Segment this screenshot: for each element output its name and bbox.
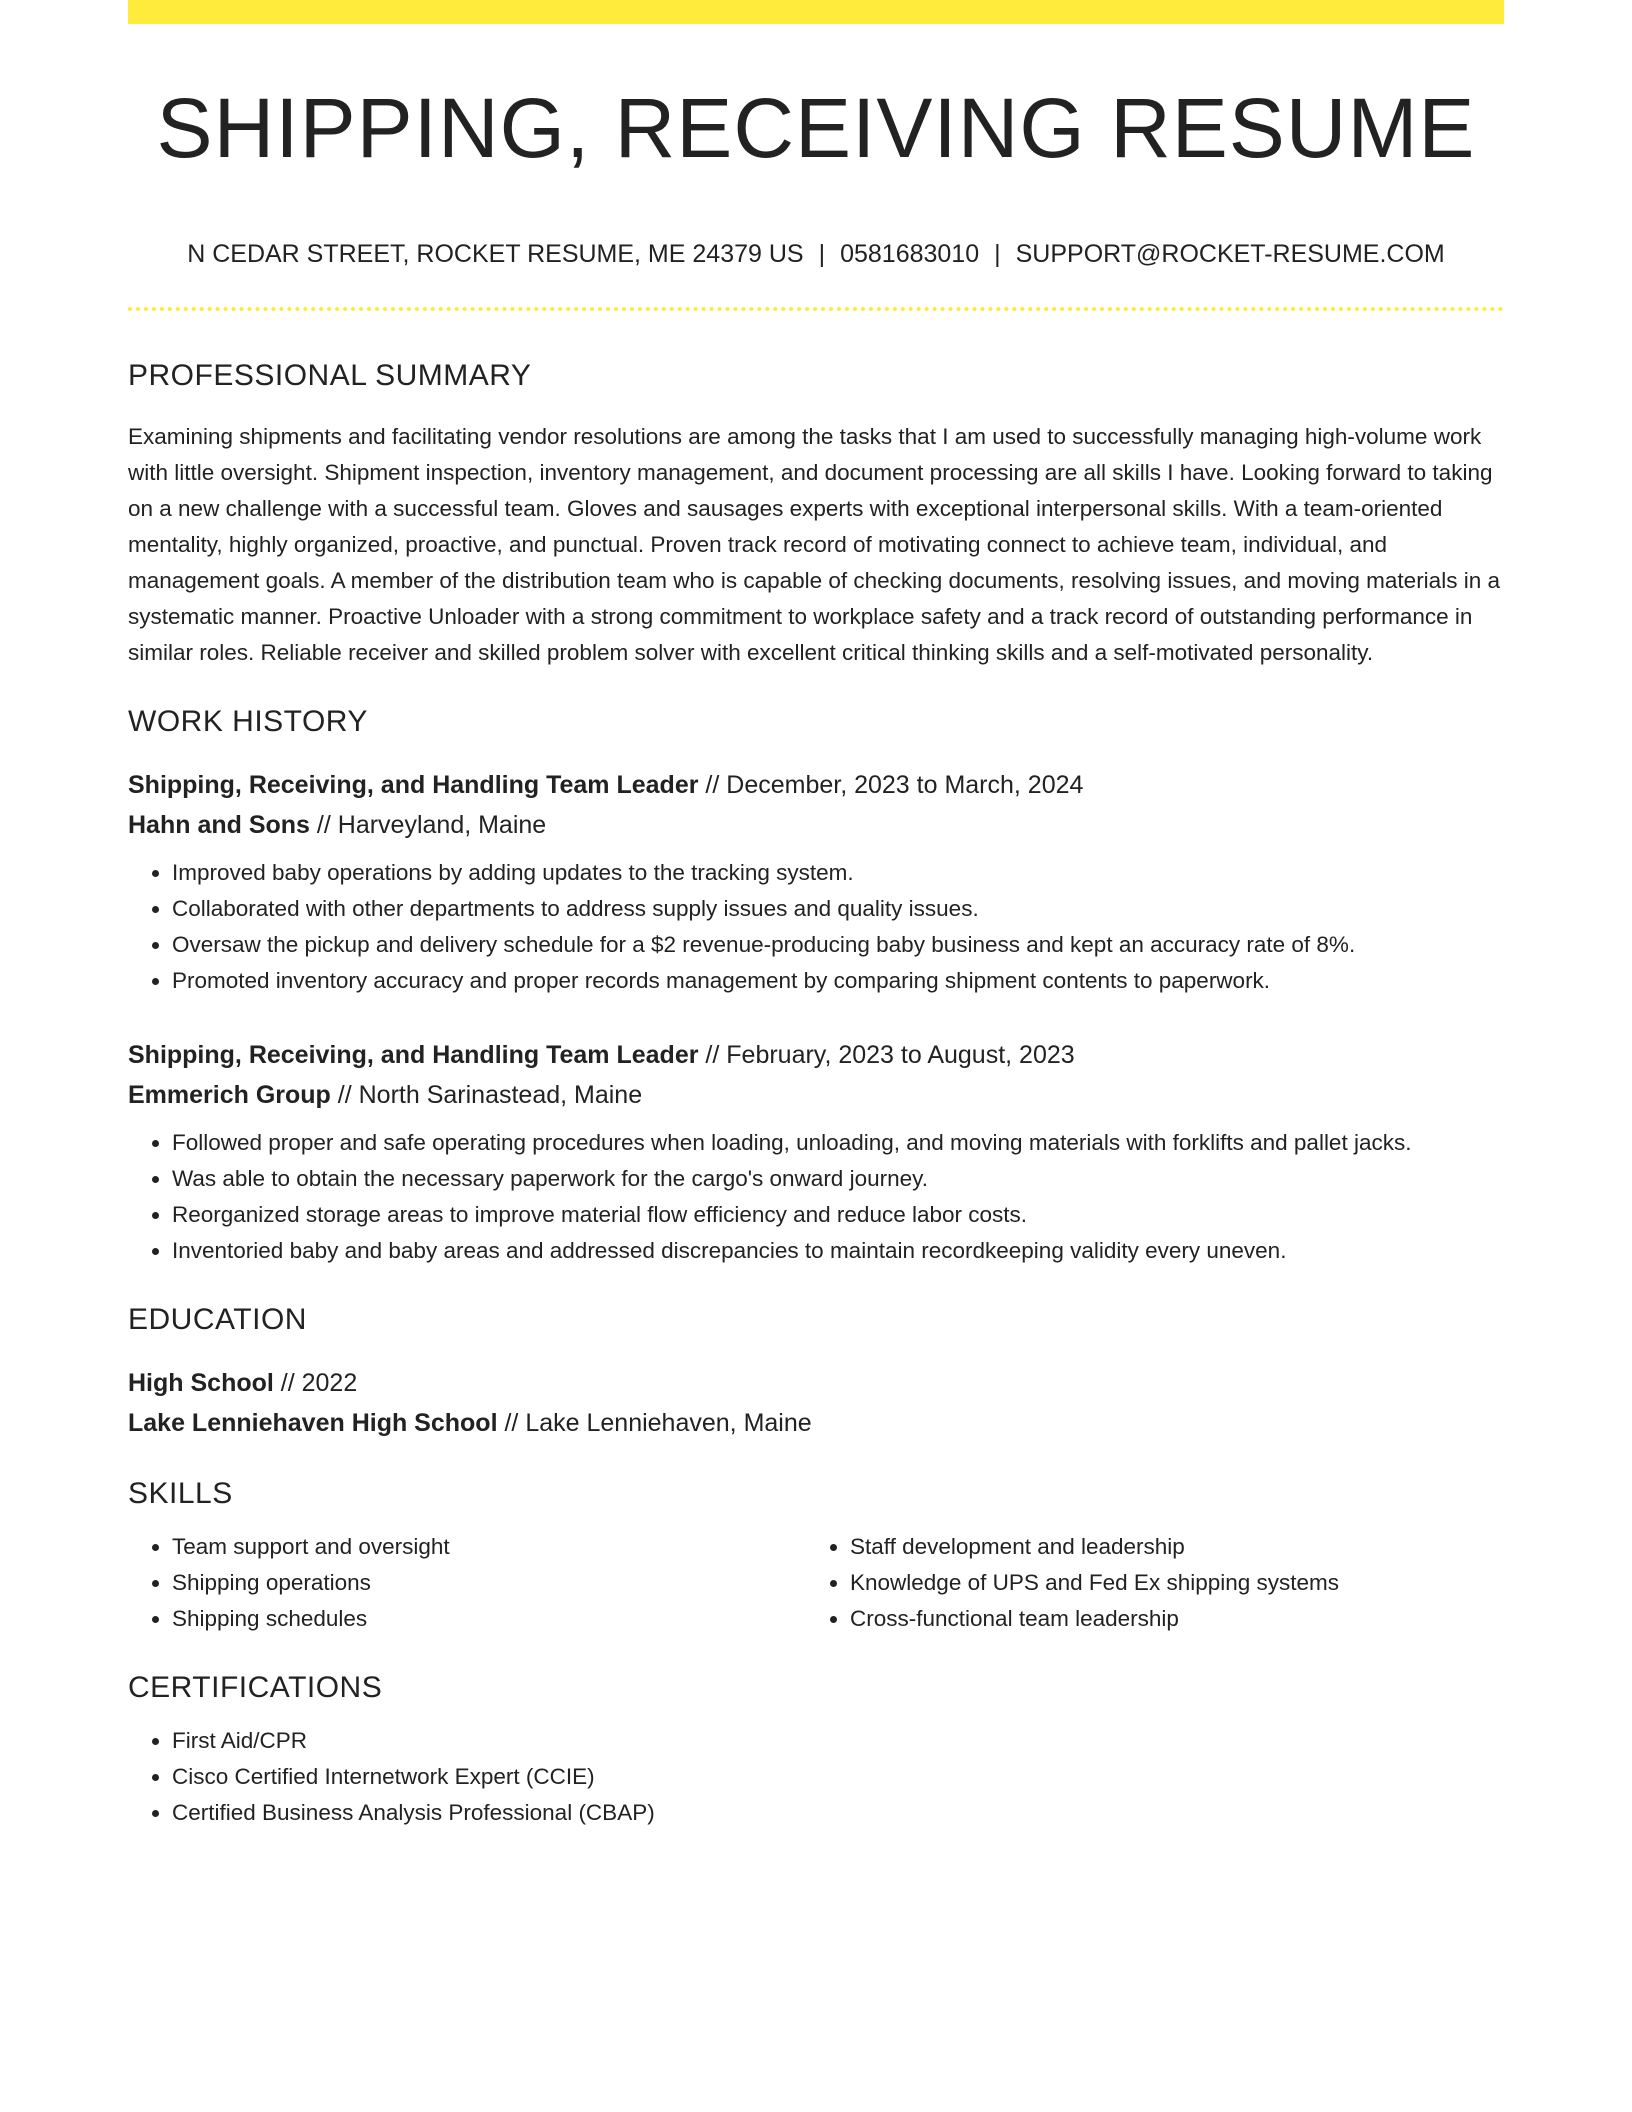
education-separator: // xyxy=(273,1369,302,1397)
skill-item: • Team support and oversight xyxy=(172,1529,806,1565)
job-title-line xyxy=(128,765,1504,805)
education-location: Lake Lenniehaven, Maine xyxy=(525,1409,812,1437)
contact-separator: | xyxy=(818,240,826,268)
certification-item: • Certified Business Analysis Professional (CBAP) xyxy=(172,1795,1504,1831)
job-separator: // xyxy=(698,771,727,799)
certifications-list xyxy=(128,1723,1504,1831)
job-location: North Sarinastead, Maine xyxy=(358,1081,643,1109)
job-title-line xyxy=(128,1035,1504,1075)
skills-list xyxy=(806,1529,1484,1637)
job-location: Harveyland, Maine xyxy=(337,811,547,839)
certification-item: • First Aid/CPR xyxy=(172,1723,1504,1759)
job-bullet: • Promoted inventory accuracy and proper records management by comparing shipment contents to paperwork. xyxy=(172,963,1504,999)
skills-heading: SKILLS xyxy=(128,1477,233,1510)
skills-column-left xyxy=(128,1529,806,1637)
resume-title: SHIPPING, RECEIVING RESUME xyxy=(156,81,1476,175)
certification-item: • Cisco Certified Internetwork Expert (CCIE) xyxy=(172,1759,1504,1795)
contact-line xyxy=(128,242,1504,267)
skill-item: • Cross-functional team leadership xyxy=(850,1601,1484,1637)
education-school-line xyxy=(128,1403,1504,1443)
job-bullet: • Improved baby operations by adding updates to the tracking system. xyxy=(172,855,1504,891)
skills-list xyxy=(128,1529,806,1637)
skill-item: • Shipping schedules xyxy=(172,1601,806,1637)
job-separator: // xyxy=(330,1081,359,1109)
job-bullet: • Was able to obtain the necessary paperwork for the cargo's onward journey. xyxy=(172,1161,1504,1197)
job-bullets xyxy=(128,855,1504,999)
education-degree: High School xyxy=(128,1369,274,1397)
job-bullet: • Oversaw the pickup and delivery schedule for a $2 revenue-producing baby business and kept an accuracy rate of 8%. xyxy=(172,927,1504,963)
education-heading: EDUCATION xyxy=(128,1303,307,1336)
education-school: Lake Lenniehaven High School xyxy=(128,1409,498,1437)
job-bullets xyxy=(128,1125,1504,1269)
job-company-line xyxy=(128,1075,1504,1115)
skill-item: • Knowledge of UPS and Fed Ex shipping systems xyxy=(850,1565,1484,1601)
job-bullet: • Reorganized storage areas to improve material flow efficiency and reduce labor costs. xyxy=(172,1197,1504,1233)
contact-separator: | xyxy=(994,240,1001,268)
skills-column-right xyxy=(806,1529,1484,1637)
education-degree-line xyxy=(128,1363,1504,1403)
contact-email: SUPPORT@ROCKET-RESUME.COM xyxy=(1015,240,1445,268)
education-year: 2022 xyxy=(301,1369,358,1397)
summary-heading: PROFESSIONAL SUMMARY xyxy=(128,359,532,392)
job-dates: December, 2023 to March, 2024 xyxy=(726,771,1084,799)
job-entry xyxy=(128,765,1504,999)
accent-bar xyxy=(128,0,1504,24)
job-company-line xyxy=(128,805,1504,845)
summary-text: Examining shipments and facilitating vendor resolutions are among the tasks that I am used to successfully managing high-volume work with little oversight. Shipment inspection, inventory management, and document processing are all skills I have. Looking forward to taking on a new challenge with a successful team. Gloves and sausages experts with exceptional interpersonal skills. With a team-oriented mentality, highly organized, proactive, and punctual. Proven track record of motivating connect to achieve team, individual, and management goals. A member of the distribution team who is capable of checking documents, resolving issues, and moving materials in a systematic manner. Proactive Unloader with a strong commitment to workplace safety and a track record of outstanding performance in similar roles. Reliable receiver and skilled problem solver with excellent critical thinking skills and a self-motivated personality. xyxy=(128,424,1500,665)
skills-grid xyxy=(128,1529,1504,1637)
job-bullet: • Followed proper and safe operating procedures when loading, unloading, and moving materials with forklifts and pallet jacks. xyxy=(172,1125,1504,1161)
job-bullet: • Inventoried baby and baby areas and addressed discrepancies to maintain recordkeeping validity every uneven. xyxy=(172,1233,1504,1269)
certifications-heading: CERTIFICATIONS xyxy=(128,1671,383,1704)
skill-item: • Staff development and leadership xyxy=(850,1529,1484,1565)
job-separator: // xyxy=(309,811,338,839)
job-entry xyxy=(128,1035,1504,1269)
job-dates: February, 2023 to August, 2023 xyxy=(726,1041,1075,1069)
skill-item: • Shipping operations xyxy=(172,1565,806,1601)
job-bullet: • Collaborated with other departments to address supply issues and quality issues. xyxy=(172,891,1504,927)
contact-address: N CEDAR STREET, ROCKET RESUME, ME 24379 US xyxy=(187,240,804,268)
job-company: Emmerich Group xyxy=(128,1081,331,1109)
job-separator: // xyxy=(698,1041,727,1069)
education-separator: // xyxy=(497,1409,526,1437)
education-entry xyxy=(128,1363,1504,1443)
job-company: Hahn and Sons xyxy=(128,811,310,839)
contact-phone: 0581683010 xyxy=(840,240,980,268)
job-title: Shipping, Receiving, and Handling Team Leader xyxy=(128,771,699,799)
resume-page xyxy=(128,0,1504,1831)
dotted-divider xyxy=(128,307,1504,311)
job-title: Shipping, Receiving, and Handling Team Leader xyxy=(128,1041,699,1069)
work-history-heading: WORK HISTORY xyxy=(128,705,368,738)
